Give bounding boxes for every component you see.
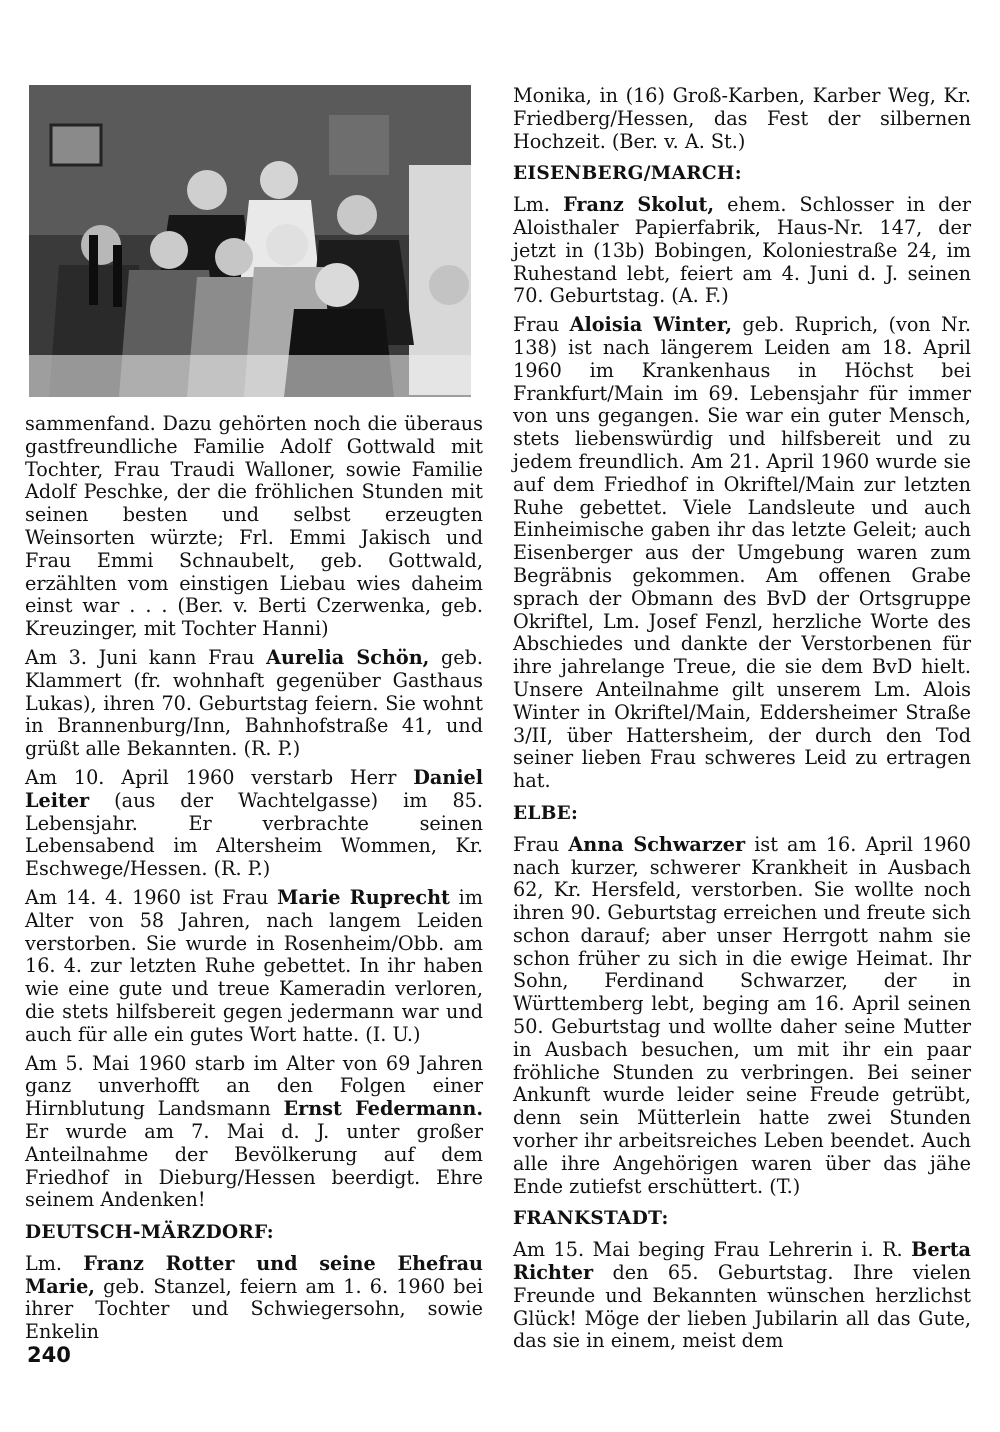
person-name: Daniel Leiter [25, 765, 483, 812]
person-name: Anna Schwarzer [568, 832, 746, 856]
notice-franz-rotter: Lm. Franz Rotter und seine Ehefrau Marie, geb. Stanzel, feiern am 1. 6. 1960 bei ihrer Tochter und Schwiegersohn, sowie Enkelin [25, 1251, 484, 1344]
right-column [513, 85, 971, 1359]
person-name: Franz Skolut, [563, 193, 715, 217]
person-name: Berta Richter [513, 1238, 971, 1285]
person-name: Marie Ruprecht [277, 885, 450, 909]
notice-aurelia-schoen: Am 3. Juni kann Frau Aurelia Schön, geb. Klammert (fr. wohnhaft gegenüber Gasthaus Lukas), ihren 70. Geburtstag feiern. Sie wohnt in Brannenburg/Inn, Bahnhofstraße 41, und grüßt alle Bekannten. (R. P.) [25, 645, 483, 761]
person-name: Aloisia Winter, [569, 313, 733, 337]
heading-frankstadt: FRANKSTADT: [513, 1208, 669, 1230]
notice-anna-schwarzer: Frau Anna Schwarzer ist am 16. April 1960 nach kurzer, schwerer Krankheit in Ausbach 62, Kr. Hersfeld, verstorben. Sie wollte noch ihren 90. Geburtstag erreichen und freute sich schon darauf; aber unser Herrgott nahm sie schon früher zu sich in die ewige Heimat. Ihr Sohn, Ferdinand Schwarzer, der in Württemberg lebt, beging am 16. April seinen 50. Geburtstag und wollte daher seine Mutter in Ausbach besuchen, um mit ihr ein paar fröhliche Stunden zu verbringen. Bei seiner Ankunft wurde leider seine Freude getrübt, denn sein Mütterlein hatte zwei Stunden vorher ihr arbeitsreiches Leben beendet. Auch alle ihre Angehörigen waren über das jähe Ende zutiefst erschüttert. (T.) [513, 832, 971, 1198]
notice-daniel-leiter: Am 10. April 1960 verstarb Herr Daniel Leiter (aus der Wachtelgasse) im 85. Lebensjahr. Er verbrachte seinen Lebensabend im Altersheim Wommen, Kr. Eschwege/Hessen. (R. P.) [25, 765, 483, 881]
person-name: Franz Rotter und seine Ehefrau Marie, [25, 1251, 484, 1298]
person-name: Ernst Federmann. [283, 1097, 484, 1121]
paragraph-monika: Monika, in (16) Groß-Karben, Karber Weg, Kr. Friedberg/Hessen, das Fest der silbernen Hochzeit. (Ber. v. A. St.) [513, 84, 971, 153]
left-column [25, 85, 483, 1350]
notice-marie-ruprecht: Am 14. 4. 1960 ist Frau Marie Ruprecht im Alter von 58 Jahren, nach langem Leiden verstorben. Sie wurde in Rosenheim/Obb. am 16. 4. zur letzten Ruhe gebettet. In ihr haben wie eine gute und treue Kameradin verloren, die stets hilfsbereit gegen jedermann war und auch für alle ein gutes Wort hatte. (I. U.) [25, 885, 483, 1046]
group-photo [29, 85, 471, 397]
notice-franz-skolut: Lm. Franz Skolut, ehem. Schlosser in der Aloisthaler Papierfabrik, Haus-Nr. 147, der jetzt in (13b) Bobingen, Koloniestraße 24, im Ruhestand lebt, feiert am 4. Juni d. J. seinen 70. Geburtstag. (A. F.) [513, 193, 971, 308]
page-number: 240 [27, 1343, 71, 1367]
heading-eisenberg-march: EISENBERG/MARCH: [513, 163, 742, 185]
notice-aloisia-winter: Frau Aloisia Winter, geb. Ruprich, (von Nr. 138) ist nach längerem Leiden am 18. April 1960 im Krankenhaus in Höchst bei Frankfurt/Main im 69. Lebensjahr für immer von uns gegangen. Sie war ein guter Mensch, stets liebenswürdig und hilfsbereit und zu jedem freundlich. Am 21. April 1960 wurde sie auf dem Friedhof in Okriftel/Main zur letzten Ruhe gebettet. Viele Landsleute und auch Einheimische gaben ihr das letzte Geleit; auch Eisenberger aus der Umgebung waren zum Begräbnis gekommen. Am offenen Grabe sprach der Obmann des BvD der Ortsgruppe Okriftel, Lm. Josef Fenzl, herzliche Worte des Abschiedes und dankte der Verstorbenen für ihre jahrelange Treue, die sie dem BvD hielt. Unsere Anteilnahme gilt unserem Lm. Alois Winter in Okriftel/Main, Eddersheimer Straße 3/II, über Hattersheim, der durch den Tod seiner lieben Frau schweres Leid zu ertragen hat. [513, 313, 972, 793]
notice-berta-richter: Am 15. Mai beging Frau Lehrerin i. R. Berta Richter den 65. Geburtstag. Ihre vielen Freunde und Bekannten wünschen herzlichst Glück! Möge der lieben Jubilarin all das Gute, das sie in einem, meist dem [513, 1238, 971, 1353]
heading-deutsch-marzdorf: DEUTSCH-MÄRZDORF: [25, 1222, 274, 1244]
heading-elbe: ELBE: [513, 802, 579, 824]
notice-ernst-federmann: Am 5. Mai 1960 starb im Alter von 69 Jahren ganz unverhofft an den Folgen einer Hirnblutung Landsmann Ernst Federmann. Er wurde am 7. Mai d. J. unter großer Anteilnahme der Bevölkerung auf dem Friedhof in Dieburg/Hessen beerdigt. Ehre seinem Andenken! [25, 1051, 484, 1212]
paragraph-sammenfand: sammenfand. Dazu gehörten noch die überaus gastfreundliche Familie Adolf Gottwald mit Tochter, Frau Traudi Walloner, sowie Familie Adolf Peschke, der die fröhlichen Stunden mit seinen besten und selbst erzeugten Weinsorten würzte; Frl. Emmi Jakisch und Frau Emmi Schnaubelt, geb. Gottwald, erzählten vom einstigen Liebau wies daheim einst war . . . (Ber. v. Berti Czerwenka, geb. Kreuzinger, mit Tochter Hanni) [25, 412, 483, 641]
person-name: Aurelia Schön, [266, 645, 430, 669]
